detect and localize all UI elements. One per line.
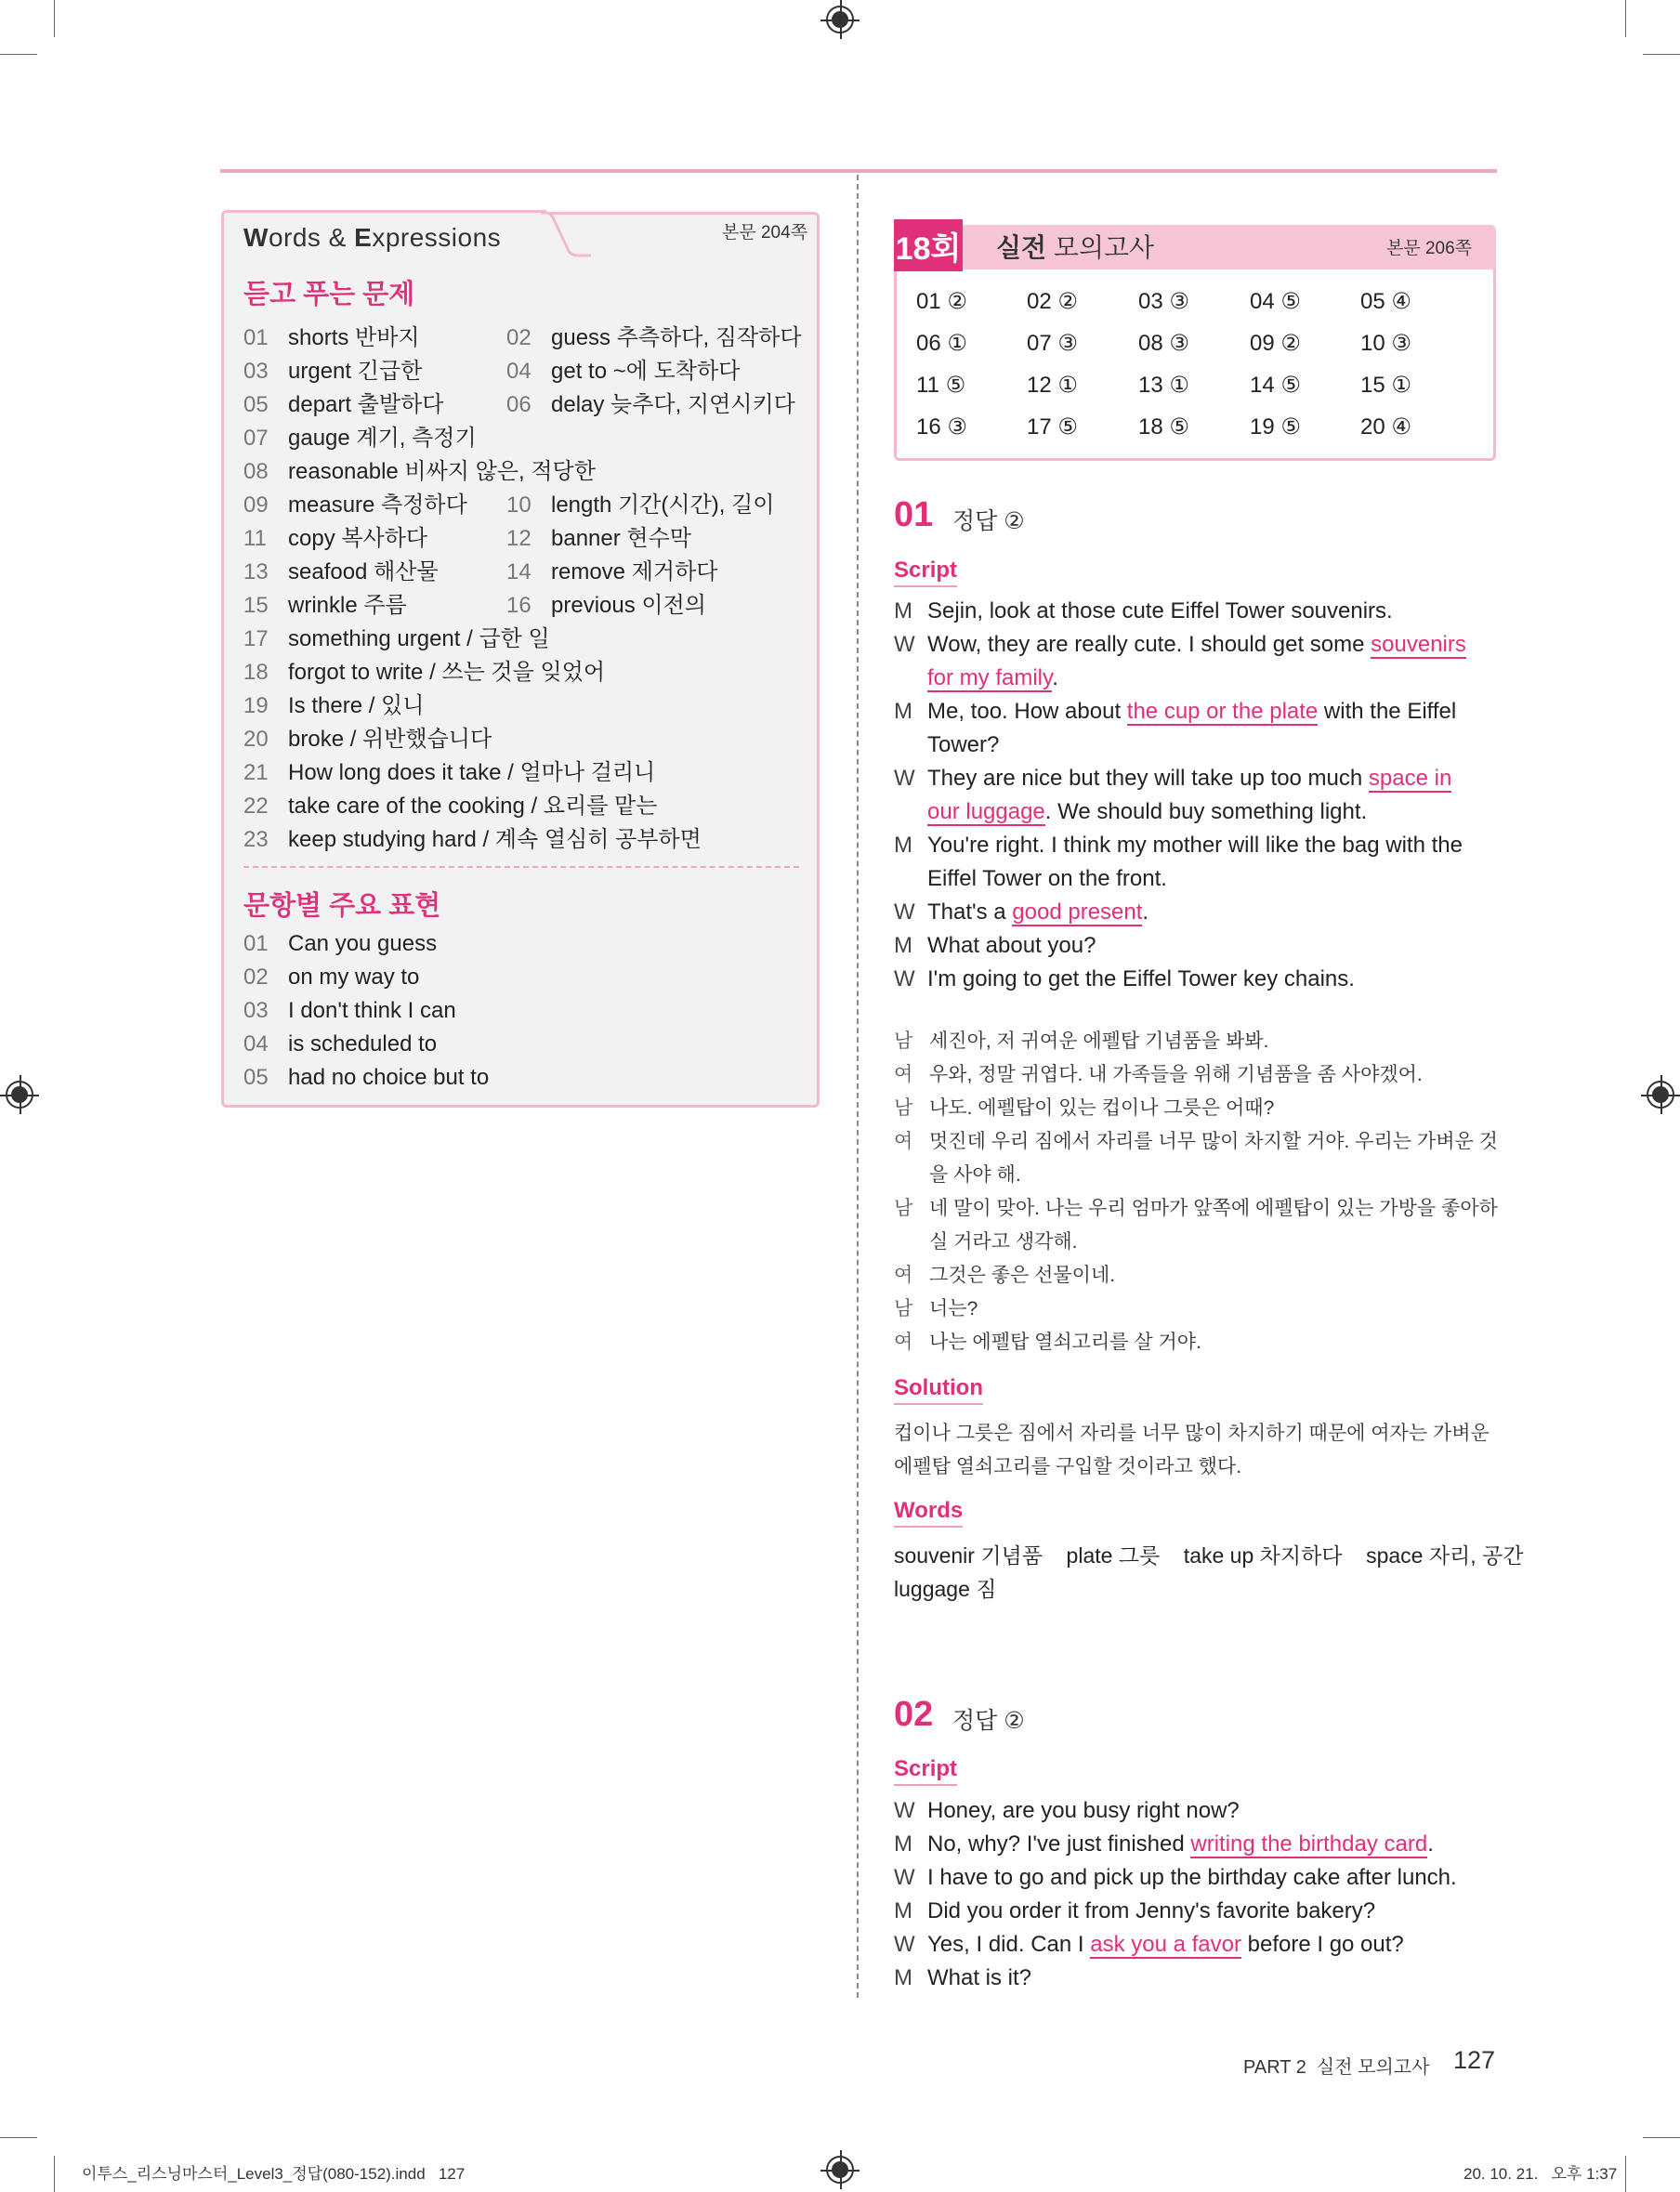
page-reference: 본문 206쪽 bbox=[1386, 239, 1473, 258]
speaker-label: W bbox=[894, 766, 915, 791]
script-line: Tower? bbox=[927, 732, 1000, 757]
crop-mark bbox=[54, 0, 55, 37]
translation-line: 우와, 정말 귀엽다. 내 가족들을 위해 기념품을 좀 사야겠어. bbox=[929, 1064, 1423, 1085]
speaker-label: 남 bbox=[894, 1198, 913, 1219]
crop-mark bbox=[1625, 0, 1626, 37]
answer-cell: 09 ② bbox=[1250, 331, 1301, 356]
answer-cell: 05 ④ bbox=[1360, 289, 1411, 314]
speaker-label: M bbox=[894, 833, 912, 858]
speaker-label: M bbox=[894, 1831, 912, 1857]
crop-mark bbox=[1643, 54, 1680, 55]
speaker-label: M bbox=[894, 933, 912, 958]
vocab-item: 13 seafood 해산물 bbox=[243, 559, 439, 584]
vocab-item: 11 copy 복사하다 bbox=[243, 526, 428, 551]
vocab-item: 09 measure 측정하다 bbox=[243, 492, 467, 518]
translation-line: 실 거라고 생각해. bbox=[929, 1231, 1078, 1253]
vocab-item: 10 length 기간(시간), 길이 bbox=[506, 492, 775, 518]
vocab-item: 15 wrinkle 주름 bbox=[243, 593, 407, 618]
key-expression-item: 05 had no choice but to bbox=[243, 1065, 490, 1090]
vocab-item: 18 forgot to write / 쓰는 것을 잊었어 bbox=[243, 660, 606, 685]
translation-line: 세진아, 저 귀여운 에펠탑 기념품을 봐봐. bbox=[929, 1030, 1269, 1052]
vocab-item: 02 guess 추측하다, 짐작하다 bbox=[506, 325, 802, 350]
speaker-label: W bbox=[894, 1798, 915, 1823]
key-expression-item: 02 on my way to bbox=[243, 965, 420, 990]
answer-cell: 07 ③ bbox=[1027, 331, 1078, 356]
highlight: our luggage bbox=[927, 799, 1045, 824]
words-list: souvenir 기념품 plate 그릇 take up 차지하다 space 자리, 공간 bbox=[894, 1543, 1524, 1568]
test-number-badge: 18회 bbox=[894, 219, 963, 271]
vocab-item: 23 keep studying hard / 계속 열심히 공부하면 bbox=[243, 827, 702, 852]
script-line: They are nice but they will take up too much space in bbox=[927, 766, 1452, 791]
words-heading: Words bbox=[894, 1498, 963, 1528]
highlight: writing the birthday card bbox=[1190, 1831, 1428, 1857]
highlight: for my family bbox=[927, 665, 1053, 690]
header-rule bbox=[220, 169, 1497, 173]
crop-mark bbox=[1625, 2156, 1626, 2192]
speaker-label: W bbox=[894, 1865, 915, 1890]
page-number: 127 bbox=[1453, 2046, 1496, 2074]
script-heading: Script bbox=[894, 558, 957, 587]
highlight: ask you a favor bbox=[1090, 1932, 1241, 1957]
correct-answer: 정답 ② bbox=[952, 1708, 1025, 1734]
translation-line: 너는? bbox=[929, 1298, 978, 1319]
speaker-label: 남 bbox=[894, 1097, 913, 1119]
answer-cell: 11 ⑤ bbox=[916, 373, 966, 398]
answer-cell: 10 ③ bbox=[1360, 331, 1411, 356]
vocab-item: 03 urgent 긴급한 bbox=[243, 359, 423, 384]
vocab-item: 04 get to ~에 도착하다 bbox=[506, 359, 741, 384]
translation-line: 그것은 좋은 선물이네. bbox=[929, 1265, 1116, 1286]
answer-cell: 18 ⑤ bbox=[1138, 414, 1189, 440]
script-line: Sejin, look at those cute Eiffel Tower souvenirs. bbox=[927, 598, 1393, 623]
vocab-item: 05 depart 출발하다 bbox=[243, 392, 444, 417]
vocab-item: 17 something urgent / 급한 일 bbox=[243, 626, 550, 651]
section-title-key-expressions: 문항별 주요 표현 bbox=[243, 891, 441, 921]
script-line: Yes, I did. Can I ask you a favor before I go out? bbox=[927, 1932, 1404, 1957]
highlight: the cup or the plate bbox=[1126, 699, 1319, 724]
section-title-listening: 듣고 푸는 문제 bbox=[243, 280, 415, 309]
answer-cell: 02 ② bbox=[1027, 289, 1078, 314]
speaker-label: W bbox=[894, 899, 915, 925]
speaker-label: 여 bbox=[894, 1332, 913, 1353]
script-line: Me, too. How about the cup or the plate with the Eiffel bbox=[927, 699, 1457, 724]
script-heading: Script bbox=[894, 1756, 957, 1786]
script-line: for my family. bbox=[927, 665, 1058, 690]
answer-cell: 01 ② bbox=[916, 289, 967, 314]
correct-answer: 정답 ② bbox=[952, 508, 1025, 534]
speaker-label: 여 bbox=[894, 1064, 913, 1085]
tab-slope bbox=[541, 210, 591, 258]
highlight: good present bbox=[1012, 899, 1143, 925]
column-divider bbox=[857, 175, 859, 1998]
vocab-item: 19 Is there / 있니 bbox=[243, 693, 425, 718]
footer-part-label: PART 2 실전 모의고사 bbox=[1243, 2057, 1430, 2078]
translation-line: 멋진데 우리 짐에서 자리를 너무 많이 차지할 거야. 우리는 가벼운 것 bbox=[929, 1131, 1498, 1152]
key-expression-item: 04 is scheduled to bbox=[243, 1031, 438, 1057]
crop-mark bbox=[1643, 2137, 1680, 2138]
answer-cell: 03 ③ bbox=[1138, 289, 1189, 314]
speaker-label: 여 bbox=[894, 1265, 913, 1286]
crop-mark bbox=[54, 2156, 55, 2192]
answer-cell: 08 ③ bbox=[1138, 331, 1189, 356]
vocab-item: 07 gauge 계기, 측정기 bbox=[243, 426, 477, 451]
crop-mark bbox=[0, 54, 37, 55]
script-line: Eiffel Tower on the front. bbox=[927, 866, 1167, 891]
solution-heading: Solution bbox=[894, 1375, 983, 1405]
answer-cell: 16 ③ bbox=[916, 414, 967, 440]
script-line: That's a good present. bbox=[927, 899, 1149, 925]
key-expression-item: 01 Can you guess bbox=[243, 931, 438, 956]
translation-line: 나도. 에펠탑이 있는 컵이나 그릇은 어때? bbox=[929, 1097, 1275, 1119]
registration-mark-icon bbox=[1647, 1081, 1674, 1109]
vocab-item: 01 shorts 반바지 bbox=[243, 325, 420, 350]
answer-cell: 20 ④ bbox=[1360, 414, 1411, 440]
vocab-item: 22 take care of the cooking / 요리를 맡는 bbox=[243, 794, 658, 819]
highlight: souvenirs bbox=[1371, 632, 1466, 657]
question-number: 01 bbox=[894, 495, 934, 534]
highlight: space in bbox=[1368, 766, 1452, 791]
vocab-item: 14 remove 제거하다 bbox=[506, 559, 718, 584]
speaker-label: 여 bbox=[894, 1131, 913, 1152]
answer-cell: 04 ⑤ bbox=[1250, 289, 1301, 314]
answer-cell: 13 ① bbox=[1138, 373, 1189, 398]
answer-cell: 19 ⑤ bbox=[1250, 414, 1301, 440]
slug-timestamp: 20. 10. 21. 오후 1:37 bbox=[1463, 2165, 1618, 2183]
translation-line: 나는 에펠탑 열쇠고리를 살 거야. bbox=[929, 1332, 1201, 1353]
answer-cell: 15 ① bbox=[1360, 373, 1411, 398]
speaker-label: M bbox=[894, 699, 912, 724]
vocab-item: 20 broke / 위반했습니다 bbox=[243, 727, 492, 752]
script-line: What about you? bbox=[927, 933, 1096, 958]
speaker-label: M bbox=[894, 1898, 912, 1923]
translation-line: 을 사야 해. bbox=[929, 1164, 1021, 1186]
speaker-label: 남 bbox=[894, 1030, 913, 1052]
key-expression-item: 03 I don't think I can bbox=[243, 998, 456, 1023]
script-line: No, why? I've just finished writing the birthday card. bbox=[927, 1831, 1434, 1857]
speaker-label: W bbox=[894, 632, 915, 657]
registration-mark-icon bbox=[826, 2156, 854, 2184]
answer-key-title: 실전 모의고사 bbox=[996, 233, 1155, 262]
speaker-label: 남 bbox=[894, 1298, 913, 1319]
vocab-item: 12 banner 현수막 bbox=[506, 526, 691, 551]
answer-cell: 06 ① bbox=[916, 331, 967, 356]
registration-mark-icon bbox=[826, 6, 854, 33]
words-list: luggage 짐 bbox=[894, 1577, 997, 1601]
speaker-label: M bbox=[894, 1965, 912, 1990]
speaker-label: W bbox=[894, 1932, 915, 1957]
slug-filename: 이투스_리스닝마스터_Level3_정답(080-152).indd 127 bbox=[82, 2165, 466, 2183]
script-line: I'm going to get the Eiffel Tower key chains. bbox=[927, 966, 1355, 991]
vocab-item: 16 previous 이전의 bbox=[506, 593, 706, 618]
script-line: Wow, they are really cute. I should get some souvenirs bbox=[927, 632, 1466, 657]
vocab-item: 08 reasonable 비싸지 않은, 적당한 bbox=[243, 459, 596, 484]
speaker-label: M bbox=[894, 598, 912, 623]
translation-line: 네 말이 맞아. 나는 우리 엄마가 앞쪽에 에펠탑이 있는 가방을 좋아하 bbox=[929, 1198, 1498, 1219]
answer-cell: 14 ⑤ bbox=[1250, 373, 1301, 398]
section-divider bbox=[243, 866, 799, 868]
speaker-label: W bbox=[894, 966, 915, 991]
script-line: our luggage. We should buy something light. bbox=[927, 799, 1368, 824]
script-line: What is it? bbox=[927, 1965, 1032, 1990]
crop-mark bbox=[0, 2137, 37, 2138]
vocab-item: 06 delay 늦추다, 지연시키다 bbox=[506, 392, 795, 417]
solution-text: 에펠탑 열쇠고리를 구입할 것이라고 했다. bbox=[894, 1456, 1242, 1477]
solution-text: 컵이나 그릇은 짐에서 자리를 너무 많이 차지하기 때문에 여자는 가벼운 bbox=[894, 1423, 1490, 1444]
page-reference: 본문 204쪽 bbox=[722, 223, 808, 243]
vocab-item: 21 How long does it take / 얼마나 걸리니 bbox=[243, 760, 656, 785]
registration-mark-icon bbox=[6, 1081, 33, 1109]
words-expressions-title: Words & Expressions bbox=[243, 223, 502, 252]
script-line: You're right. I think my mother will like the bag with the bbox=[927, 833, 1463, 858]
script-line: Did you order it from Jenny's favorite bakery? bbox=[927, 1898, 1376, 1923]
question-number: 02 bbox=[894, 1695, 934, 1734]
script-line: I have to go and pick up the birthday cake after lunch. bbox=[927, 1865, 1457, 1890]
script-line: Honey, are you busy right now? bbox=[927, 1798, 1240, 1823]
answer-cell: 17 ⑤ bbox=[1027, 414, 1078, 440]
answer-cell: 12 ① bbox=[1027, 373, 1078, 398]
